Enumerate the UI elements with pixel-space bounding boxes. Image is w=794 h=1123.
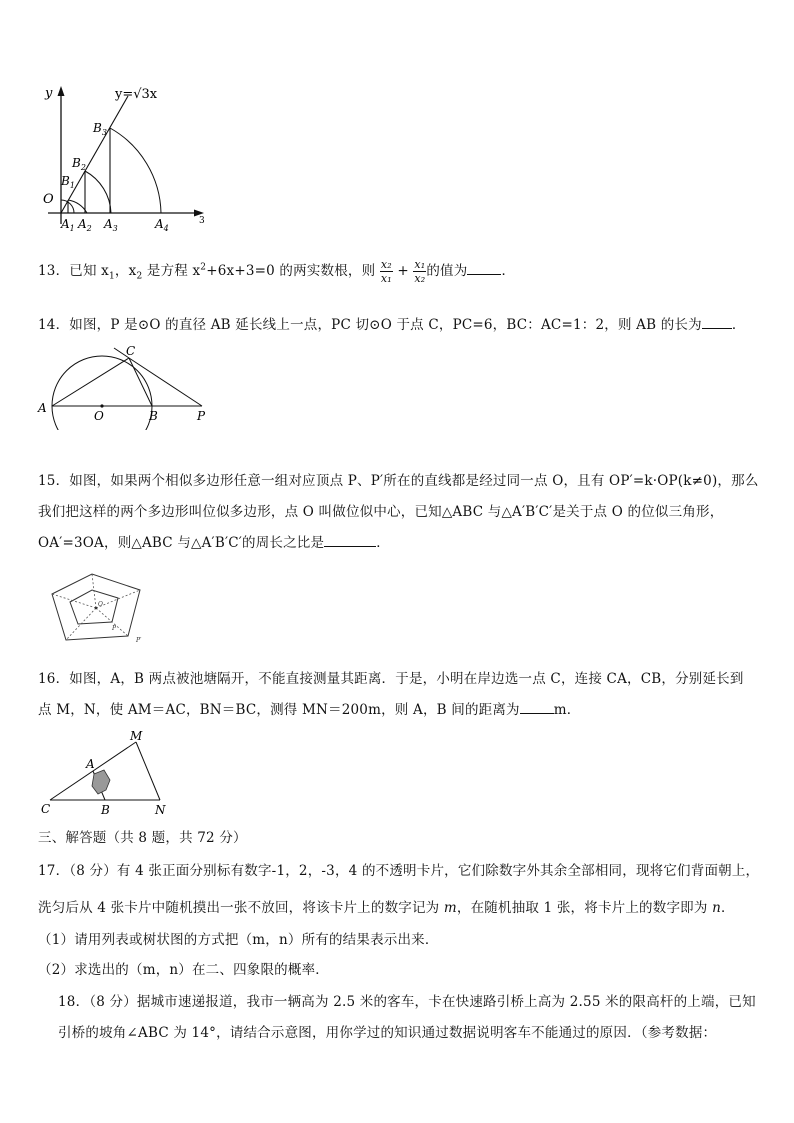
x-axis-cut-label: 3 bbox=[199, 216, 205, 226]
label-o: O bbox=[94, 409, 104, 423]
label-a3: $A_3$ bbox=[104, 217, 118, 232]
label-m: M bbox=[130, 729, 143, 743]
fraction-x1-over-x2: $\frac{\text{x₁}}{\text{x₂}}$ bbox=[414, 258, 426, 285]
figure-q16 bbox=[38, 728, 178, 820]
fraction-x2-over-x1: $\frac{\text{x₂}}{\text{x₁}}$ bbox=[380, 258, 392, 285]
label-p: P bbox=[112, 625, 117, 632]
question-16-line-1: 16．如图，A，B 两点被池塘隔开，不能直接测量其距离．于是，小明在岸边选一点 C，连接 CA，CB，分别延长到 bbox=[38, 671, 744, 687]
answer-blank-14 bbox=[702, 316, 732, 329]
question-16-line-2: 点 M，N，使 AM＝AC，BN＝BC，测得 MN＝200m，则 A，B 间的距离为 m． bbox=[38, 702, 581, 718]
question-13: 13．已知 $x_1$，$x_2$ 是方程 $x^2+6x+3=0$ 的两实数根，则 $\frac{\text{x₂}}{\text{x₁}}$ + $\frac{\text{x₁}}{\text{x₂}}$ 的值为 ． bbox=[38, 258, 516, 285]
segment-ac bbox=[52, 358, 129, 406]
question-17-part-1: （1）请用列表或树状图的方式把（m，n）所有的结果表示出来． bbox=[38, 932, 439, 948]
label-a2: $A_2$ bbox=[78, 217, 92, 232]
line-y-sqrt3x bbox=[61, 96, 128, 213]
arc-4 bbox=[110, 128, 161, 213]
origin-label: O bbox=[43, 192, 54, 207]
label-b3: $B_3$ bbox=[93, 121, 107, 137]
question-14: 14．如图，P 是⊙O 的直径 AB 延长线上一点，PC 切⊙O 于点 C，PC=6，BC：AC=1：2，则 AB 的长为 ． bbox=[38, 317, 746, 333]
label-b: B bbox=[101, 803, 110, 817]
question-15-line-1: 15．如图，如果两个相似多边形任意一组对应顶点 P、P′所在的直线都是经过同一点 O，且有 OP′=k·OP(k≠0)，那么 bbox=[38, 473, 759, 489]
label-b2: $B_2$ bbox=[72, 156, 86, 172]
arc-2 bbox=[68, 200, 87, 213]
label-a4: $A_4$ bbox=[155, 217, 169, 232]
label-c: C bbox=[126, 344, 136, 358]
line-label: y=√3x bbox=[115, 87, 158, 102]
figure-q12 bbox=[38, 82, 218, 232]
center-dot bbox=[100, 404, 103, 407]
label-c: C bbox=[41, 802, 51, 816]
question-15-line-3: OA′=3OA，则△ABC 与△A′B′C′的周长之比是 ． bbox=[38, 535, 390, 551]
answer-blank-13 bbox=[467, 262, 501, 275]
question-15-line-2: 我们把这样的两个多边形叫位似多边形，点 O 叫做位似中心，已知△ABC 与△A′B′C′是关于点 O 的位似三角形， bbox=[38, 504, 724, 520]
label-a: A bbox=[38, 401, 47, 415]
ray-5 bbox=[66, 608, 96, 640]
question-17-part-2: （2）求选出的（m，n）在二、四象限的概率． bbox=[38, 962, 329, 978]
ray-1 bbox=[52, 594, 96, 608]
segment-mn bbox=[136, 742, 160, 800]
pond-shape bbox=[92, 770, 110, 794]
label-b1: $B_1$ bbox=[61, 174, 75, 190]
figure-q15 bbox=[46, 570, 156, 648]
label-o: O bbox=[98, 601, 103, 608]
answer-blank-16 bbox=[520, 701, 554, 714]
label-n: N bbox=[155, 803, 166, 817]
arc-3 bbox=[85, 171, 111, 213]
inner-pentagon bbox=[70, 590, 118, 624]
label-p-prime: P′ bbox=[136, 637, 142, 644]
label-p: P bbox=[197, 409, 206, 423]
label-b: B bbox=[149, 409, 158, 423]
section-heading: 三、解答题（共 8 题，共 72 分） bbox=[38, 830, 247, 846]
label-a1: $A_1$ bbox=[61, 217, 75, 232]
label-a: A bbox=[86, 757, 95, 771]
question-18-line-2: 引桥的坡角∠ABC 为 14°，请结合示意图，用你学过的知识通过数据说明客车不能通过的原因．（参考数据： bbox=[58, 1025, 717, 1041]
y-axis-arrow-icon bbox=[58, 86, 65, 96]
center-dot bbox=[95, 607, 98, 610]
answer-blank-15 bbox=[324, 534, 376, 547]
question-17-line-2: 洗匀后从 4 张卡片中随机摸出一张不放回，将该卡片上的数字记为 m，在随机抽取 1 张，将卡片上的数字即为 n． bbox=[38, 900, 735, 916]
figure-q14 bbox=[34, 340, 214, 430]
question-18-line-1: 18．（8 分）据城市速递报道，我市一辆高为 2.5 米的客车，卡在快速路引桥上高为 2.55 米的限高杆的上端，已知 bbox=[58, 994, 756, 1010]
y-axis-label: y bbox=[45, 86, 53, 101]
question-17-line-1: 17．（8 分）有 4 张正面分别标有数字-1，2，-3，4 的不透明卡片，它们除数字外其余全部相同，现将它们背面朝上， bbox=[38, 863, 760, 879]
